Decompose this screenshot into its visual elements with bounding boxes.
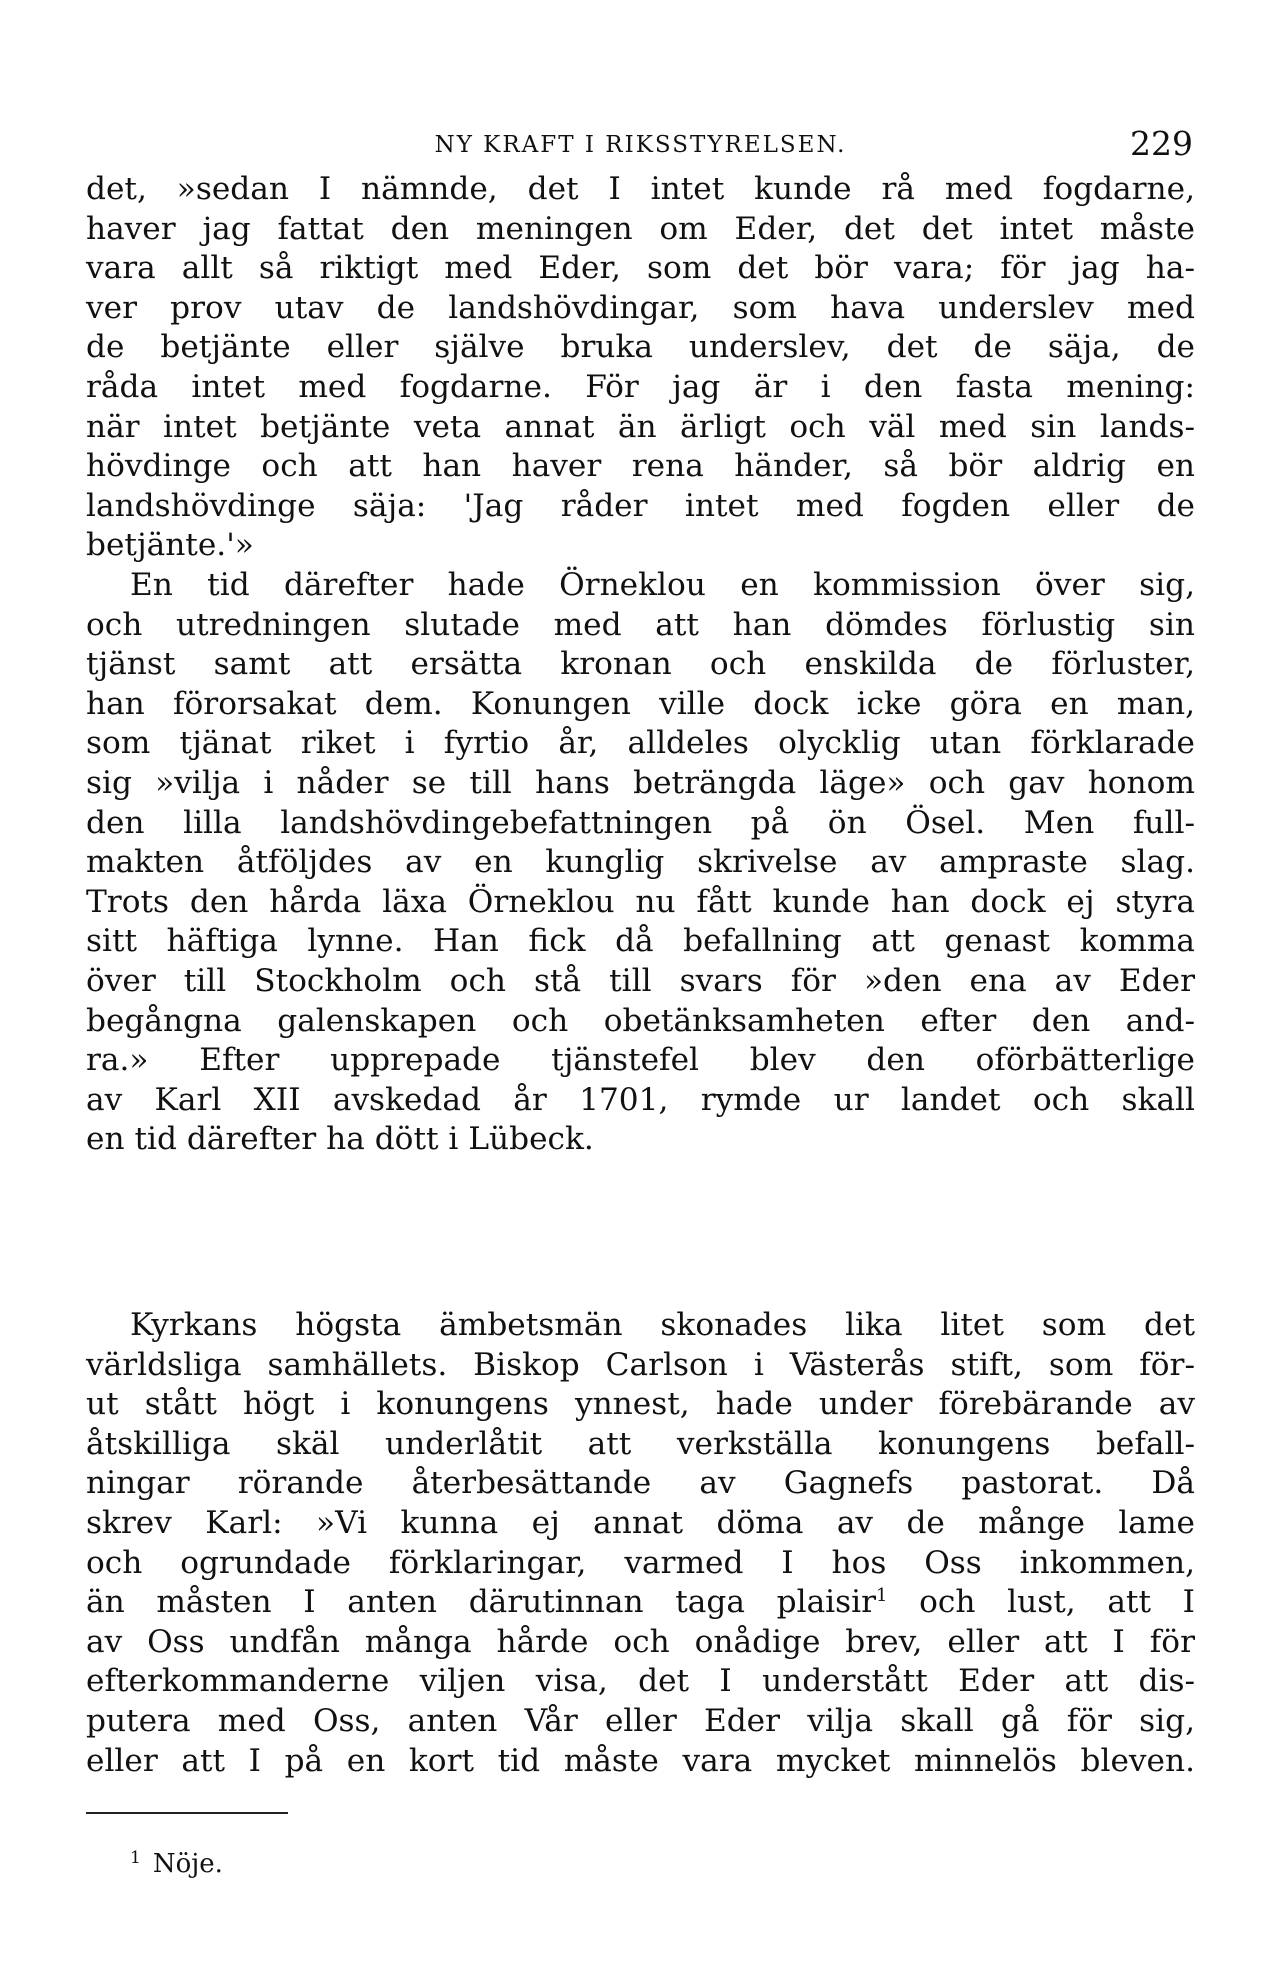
- text-line: ut stått högt i konungens ynnest, hade under förebärande av: [86, 1386, 1195, 1423]
- text-line: när intet betjänte veta annat än ärligt och väl med sin lands-: [86, 408, 1195, 445]
- text-line: betjänte.'»: [86, 527, 254, 564]
- text-line: vara allt så riktigt med Eder, som det bör vara; för jag ha-: [86, 250, 1195, 287]
- paragraph-2: [86, 566, 1195, 1160]
- text-line: han förorsakat dem. Konungen ville dock icke göra en man,: [86, 685, 1195, 722]
- text-line: sitt häftiga lynne. Han fick då befallning att genast komma: [86, 923, 1195, 960]
- paragraph-3: [86, 1306, 1195, 1781]
- text-line: hövdinge och att han haver rena händer, så bör aldrig en: [86, 448, 1195, 485]
- text-line: makten åtföljdes av en kunglig skrivelse av ampraste slag.: [86, 844, 1195, 881]
- text-line: av Oss undfån många hårde och onådige brev, eller att I för: [86, 1623, 1195, 1660]
- paragraph-1: [86, 170, 1195, 566]
- text-line: som tjänat riket i fyrtio år, alldeles olycklig utan förklarade: [86, 725, 1195, 762]
- text-line: tjänst samt att ersätta kronan och enskilda de förluster,: [86, 646, 1195, 683]
- text-line: ra.» Efter upprepade tjänstefel blev den oförbätterlige: [86, 1042, 1195, 1079]
- text-line: världsliga samhällets. Biskop Carlson i Västerås stift, som för-: [86, 1346, 1195, 1383]
- running-head: [88, 118, 1193, 168]
- text-line: de betjänte eller själve bruka underslev, det de säja, de: [86, 329, 1195, 366]
- text-line: åtskilliga skäl underlåtit att verkställa konungens befall-: [86, 1425, 1195, 1462]
- text-line: och ogrundade förklaringar, varmed I hos Oss inkommen,: [86, 1544, 1195, 1581]
- text-segment: än måsten I anten därutinnan taga plaisir: [86, 1584, 877, 1621]
- text-line: av Karl XII avskedad år 1701, rymde ur landet och skall: [86, 1081, 1195, 1118]
- footnote-reference: 1: [876, 1585, 888, 1607]
- text-line: över till Stockholm och stå till svars för »den ena av Eder: [86, 962, 1195, 999]
- text-line: efterkommanderne viljen visa, det I understått Eder att dis-: [86, 1663, 1195, 1700]
- text-line-with-footnote: [86, 1583, 1195, 1623]
- text-line: putera med Oss, anten Vår eller Eder vilja skall gå för sig,: [86, 1702, 1195, 1739]
- text-line: En tid därefter hade Örneklou en kommission över sig,: [130, 567, 1195, 603]
- page-number: 229: [1130, 124, 1193, 163]
- text-line: sig »vilja i nåder se till hans beträngda läge» och gav honom: [86, 764, 1195, 801]
- text-line: haver jag fattat den meningen om Eder, det det intet måste: [86, 210, 1195, 247]
- text-line: ningar rörande återbesättande av Gagnefs pastorat. Då: [86, 1465, 1195, 1502]
- footnote-marker: 1: [130, 1848, 141, 1868]
- text-line: ver prov utav de landshövdingar, som hava underslev med: [86, 289, 1195, 326]
- text-line: en tid därefter ha dött i Lübeck.: [86, 1121, 594, 1158]
- text-line: Trots den hårda läxa Örneklou nu fått kunde han dock ej styra: [86, 883, 1195, 920]
- text-segment: och lust, att I: [887, 1584, 1195, 1621]
- text-line: råda intet med fogdarne. För jag är i den fasta mening:: [86, 368, 1195, 405]
- text-line: landshövdinge säja: 'Jag råder intet med fogden eller de: [86, 487, 1195, 524]
- running-title: NY KRAFT I RIKSSTYRELSEN.: [434, 132, 847, 158]
- text-line: eller att I på en kort tid måste vara mycket minnelös bleven.: [86, 1742, 1195, 1779]
- footnote-divider: [86, 1812, 288, 1814]
- text-line: begångna galenskapen och obetänksamheten efter den and-: [86, 1002, 1195, 1039]
- footnote-text: Nöje.: [152, 1849, 223, 1879]
- text-line: det, »sedan I nämnde, det I intet kunde rå med fogdarne,: [86, 171, 1195, 207]
- text-line: den lilla landshövdingebefattningen på ön Ösel. Men full-: [86, 804, 1195, 841]
- text-line: Kyrkans högsta ämbetsmän skonades lika litet som det: [130, 1307, 1195, 1343]
- footnote: [130, 1848, 223, 1880]
- text-line: och utredningen slutade med att han dömdes förlustig sin: [86, 606, 1195, 643]
- text-line: skrev Karl: »Vi kunna ej annat döma av de månge lame: [86, 1504, 1195, 1541]
